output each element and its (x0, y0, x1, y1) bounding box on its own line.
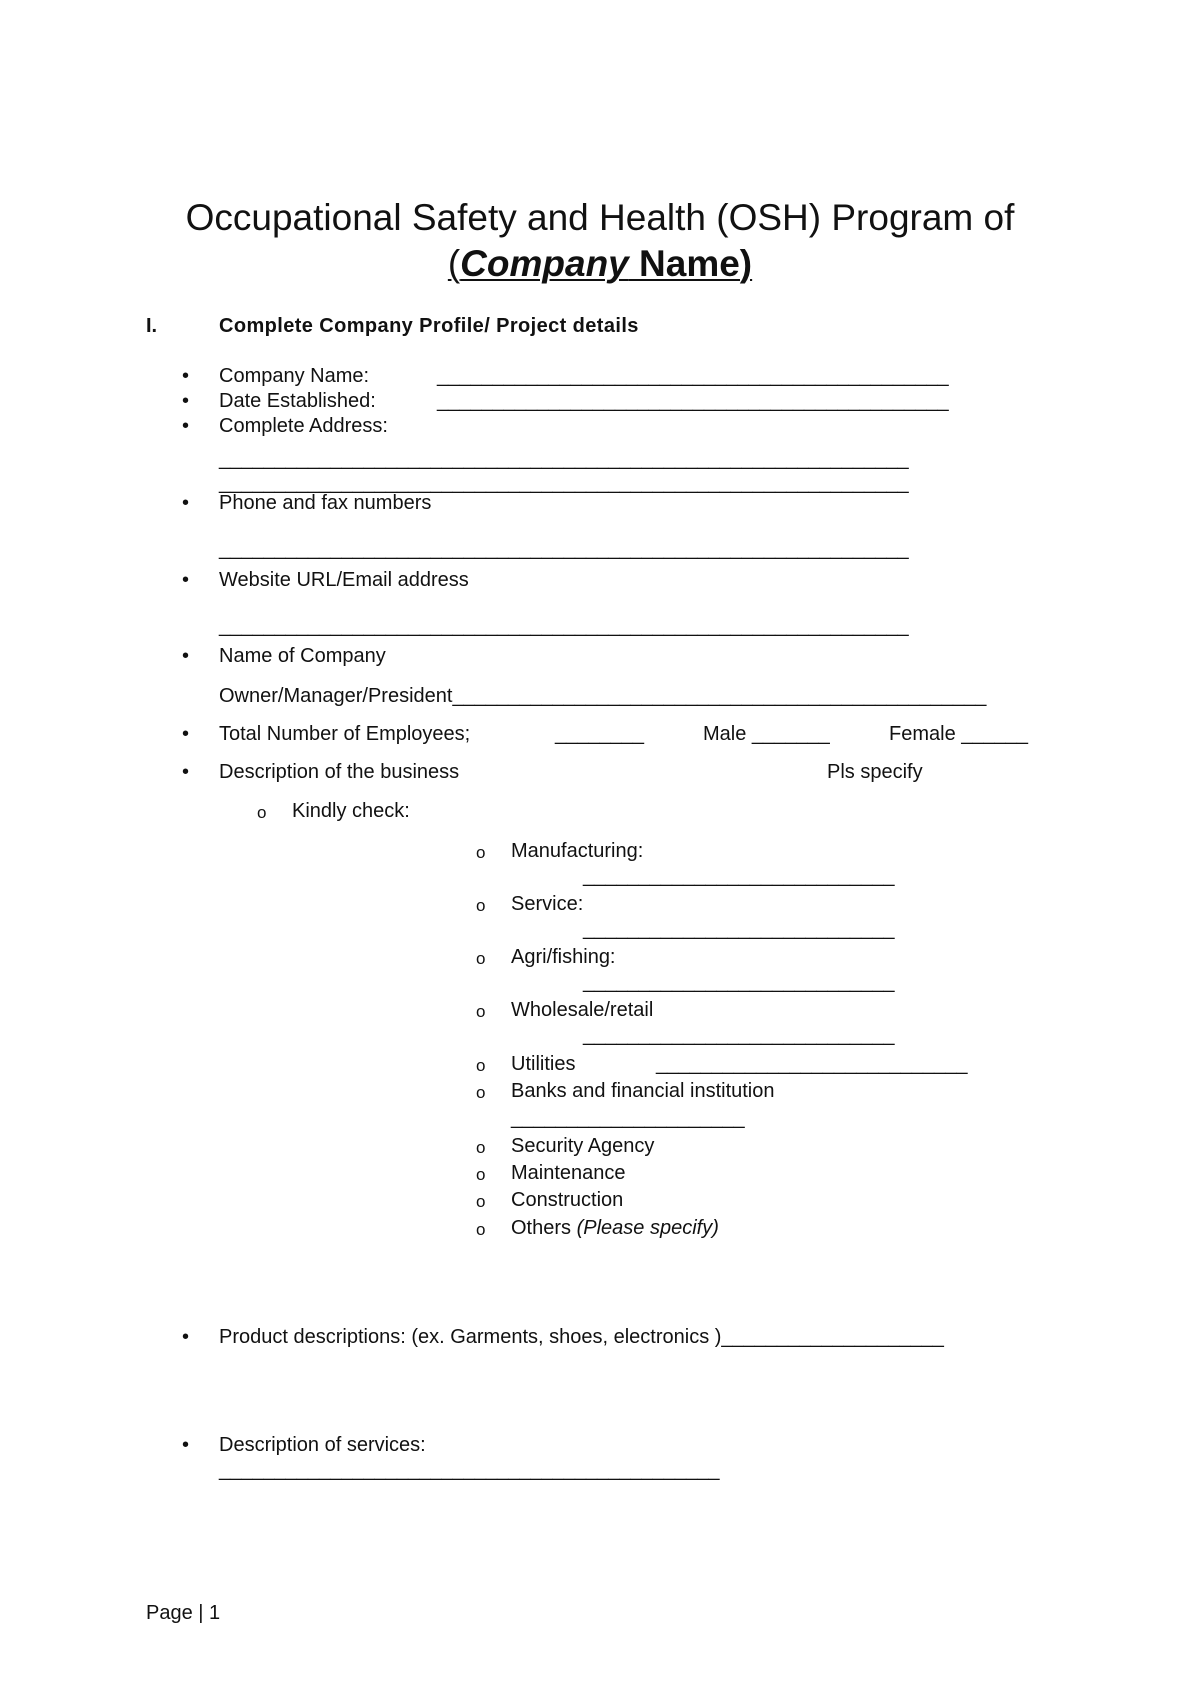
male-label: Male (703, 723, 747, 745)
page-number: Page | 1 (146, 1602, 221, 1624)
bullet-date-established: • (182, 390, 190, 412)
website-email-field[interactable]: ______________________________________________________________ (219, 615, 909, 637)
document-title-line2 (0, 242, 1200, 286)
complete-address-field-line2[interactable]: ______________________________________________________________ (219, 472, 909, 494)
business-type-utilities[interactable]: Utilities (511, 1053, 576, 1075)
business-type-banks[interactable]: Banks and financial institution (511, 1080, 775, 1102)
website-email-label: Website URL/Email address (219, 569, 469, 591)
date-established-field[interactable]: ______________________________________________ (437, 390, 949, 412)
sub-bullet-service: o (476, 896, 486, 915)
sub-bullet-agri-fishing: o (476, 949, 486, 968)
banks-field[interactable]: _____________________ (511, 1107, 745, 1129)
sub-bullet-manufacturing: o (476, 843, 486, 862)
bullet-website-email: • (182, 569, 190, 591)
section-heading: Complete Company Profile/ Project details (219, 315, 639, 337)
bullet-services: • (182, 1434, 190, 1456)
phone-fax-label: Phone and fax numbers (219, 492, 432, 514)
bullet-product: • (182, 1326, 190, 1348)
bullet-company-name: • (182, 365, 190, 387)
business-type-manufacturing[interactable]: Manufacturing: (511, 840, 644, 862)
bullet-complete-address: • (182, 415, 190, 437)
section-number: I. (146, 315, 158, 337)
agri-fishing-field[interactable]: ____________________________ (583, 971, 895, 993)
manufacturing-field[interactable]: ____________________________ (583, 865, 895, 887)
employees-label: Total Number of Employees; (219, 723, 471, 745)
business-type-service[interactable]: Service: (511, 893, 584, 915)
bullet-owner: • (182, 645, 190, 667)
bullet-business: • (182, 761, 190, 783)
female-field[interactable]: ______ (961, 723, 1029, 745)
employees-female (889, 722, 1028, 746)
sub-bullet-others: o (476, 1220, 486, 1239)
utilities-field[interactable]: ____________________________ (656, 1053, 968, 1075)
others-note: (Please specify) (576, 1217, 719, 1239)
employees-male (703, 722, 830, 746)
sub-bullet-utilities: o (476, 1056, 486, 1075)
owner-label-line2 (219, 684, 986, 708)
company-name-field[interactable]: ______________________________________________ (437, 365, 949, 387)
owner-label-line1: Name of Company (219, 645, 386, 667)
female-label: Female (889, 723, 956, 745)
wholesale-retail-field[interactable]: ____________________________ (583, 1024, 895, 1046)
document-title-line1: Occupational Safety and Health (OSH) Program of (185, 197, 1015, 238)
bullet-phone-fax: • (182, 492, 190, 514)
title-name-placeholder: Name) (628, 243, 753, 284)
business-type-maintenance[interactable]: Maintenance (511, 1162, 626, 1184)
business-type-security-agency[interactable]: Security Agency (511, 1135, 655, 1157)
bullet-employees: • (182, 723, 190, 745)
male-field[interactable]: _______ (751, 723, 830, 745)
phone-fax-field[interactable]: ______________________________________________________________ (219, 538, 909, 560)
date-established-label: Date Established: (219, 390, 376, 412)
business-type-others[interactable] (511, 1216, 719, 1240)
sub-bullet-wholesale-retail: o (476, 1002, 486, 1021)
business-type-wholesale-retail[interactable]: Wholesale/retail (511, 999, 654, 1021)
sub-bullet-banks: o (476, 1083, 486, 1102)
product-line (219, 1325, 944, 1349)
services-field[interactable]: _____________________________________________ (219, 1459, 720, 1481)
sub-bullet-security-agency: o (476, 1138, 486, 1157)
product-label: Product descriptions: (ex. Garments, shoes, electronics ) (219, 1326, 722, 1348)
company-name-label: Company Name: (219, 365, 370, 387)
business-type-agri-fishing[interactable]: Agri/fishing: (511, 946, 616, 968)
title-open-paren: ( (447, 243, 461, 284)
kindly-check-label: Kindly check: (292, 800, 410, 822)
sub-bullet-maintenance: o (476, 1165, 486, 1184)
owner-field[interactable]: ________________________________________________ (452, 685, 987, 707)
complete-address-field-line1[interactable]: ______________________________________________________________ (219, 448, 909, 470)
business-type-construction[interactable]: Construction (511, 1189, 624, 1211)
services-label: Description of services: (219, 1434, 426, 1456)
employees-total-field[interactable]: ________ (555, 723, 644, 745)
business-label: Description of the business (219, 761, 460, 783)
title-company-placeholder: Company (460, 243, 629, 284)
others-label: Others (511, 1217, 572, 1239)
business-specify: Pls specify (827, 761, 923, 783)
complete-address-label: Complete Address: (219, 415, 388, 437)
sub-bullet-construction: o (476, 1192, 486, 1211)
owner-label: Owner/Manager/President (219, 685, 453, 707)
product-field[interactable]: ____________________ (721, 1326, 944, 1348)
service-field[interactable]: ____________________________ (583, 918, 895, 940)
sub-bullet-kindly-check: o (257, 803, 267, 822)
